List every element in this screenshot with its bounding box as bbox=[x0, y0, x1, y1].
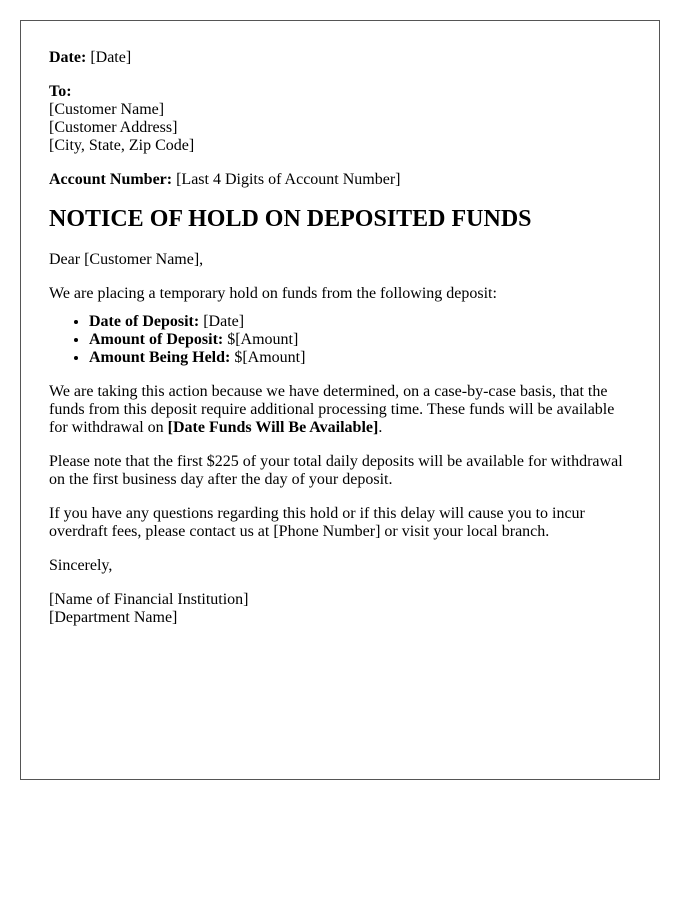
intro-paragraph: We are placing a temporary hold on funds from the following deposit: bbox=[49, 285, 497, 302]
institution-name: [Name of Financial Institution] bbox=[49, 591, 249, 608]
sign-off: Sincerely, bbox=[49, 557, 113, 574]
deposit-date-label: Date of Deposit: bbox=[89, 313, 200, 330]
city-state-zip: [City, State, Zip Code] bbox=[49, 137, 195, 154]
deposit-date-value: [Date] bbox=[203, 313, 245, 330]
department-name: [Department Name] bbox=[49, 609, 178, 626]
list-item bbox=[89, 313, 631, 331]
date-line bbox=[49, 49, 631, 67]
account-number-line bbox=[49, 171, 631, 189]
held-amount-value: $[Amount] bbox=[234, 349, 306, 366]
deposit-amount-label: Amount of Deposit: bbox=[89, 331, 224, 348]
reason-end: . bbox=[378, 419, 383, 436]
reason-paragraph bbox=[49, 383, 631, 437]
account-value: [Last 4 Digits of Account Number] bbox=[176, 171, 401, 188]
available-date: [Date Funds Will Be Available] bbox=[167, 419, 379, 436]
list-item bbox=[89, 349, 631, 367]
date-value: [Date] bbox=[90, 49, 132, 66]
customer-address: [Customer Address] bbox=[49, 119, 178, 136]
letter-page bbox=[20, 20, 660, 780]
notice-title: NOTICE OF HOLD ON DEPOSITED FUNDS bbox=[49, 206, 532, 232]
reason-text: We are taking this action because we have determined, on a case-by-case basis, that the funds from this deposit require additional processing time. These funds will be available for withdrawal on bbox=[49, 383, 615, 436]
deposit-amount-value: $[Amount] bbox=[227, 331, 299, 348]
account-label: Account Number: bbox=[49, 171, 173, 188]
deposit-details-list bbox=[49, 313, 631, 367]
note-paragraph: Please note that the first $225 of your total daily deposits will be available for withdrawal on the first business day after the day of your deposit. bbox=[49, 453, 623, 488]
signature-block bbox=[49, 591, 631, 627]
date-label: Date: bbox=[49, 49, 87, 66]
to-label: To: bbox=[49, 83, 72, 100]
held-amount-label: Amount Being Held: bbox=[89, 349, 231, 366]
list-item bbox=[89, 331, 631, 349]
customer-name: [Customer Name] bbox=[49, 101, 165, 118]
recipient-block bbox=[49, 83, 631, 155]
salutation: Dear [Customer Name], bbox=[49, 251, 204, 268]
questions-paragraph: If you have any questions regarding this hold or if this delay will cause you to incur overdraft fees, please contact us at [Phone Number] or visit your local branch. bbox=[49, 505, 585, 540]
